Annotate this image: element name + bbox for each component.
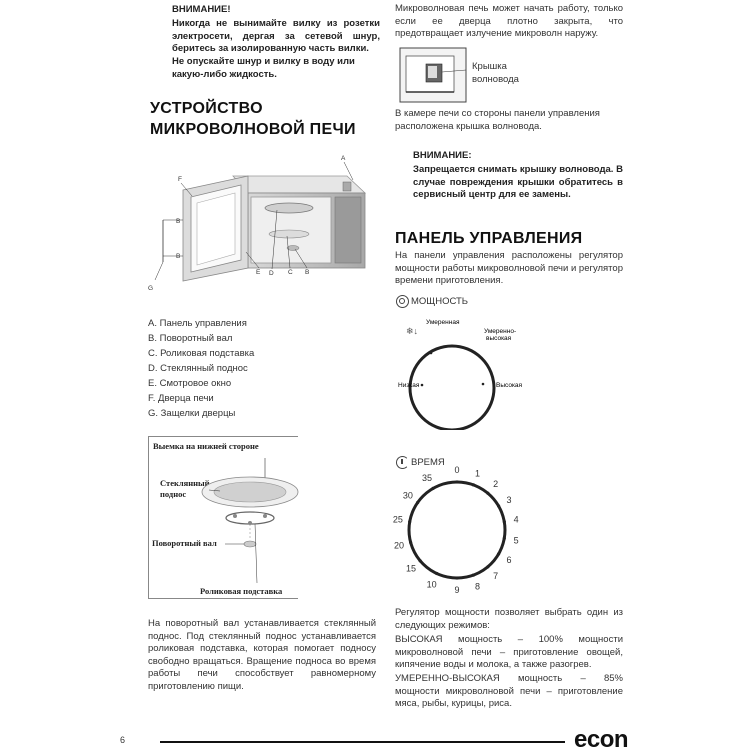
power-paragraph: Регулятор мощности позволяет выбрать один из следующих режимов: [395,607,623,631]
time-dial [390,460,530,595]
time-tick-dot [497,504,500,507]
section-title-device-1: УСТРОЙСТВО [150,100,263,117]
time-tick-label: 0 [454,465,460,475]
oven-label-d: D [269,270,274,277]
waveguide-warning-title: ВНИМАНИЕ: [413,150,472,161]
time-tick-dot [486,492,489,495]
shaft-label: Поворотный вал [152,538,217,548]
oven-diagram [145,150,385,300]
legend-item-b: B. Поворотный вал [148,333,233,344]
oven-label-b-door: B [176,218,181,225]
time-tick-label: 2 [493,479,499,489]
time-tick-label: 15 [405,563,417,574]
time-tick-dot [472,574,475,577]
time-tick-label: 6 [506,555,512,565]
oven-label-f: F [178,176,182,183]
time-tick-dot [497,552,500,555]
time-tick-dot [416,501,419,504]
warning-text-2: Не опускайте шнур и вилку в воду или какую-либо жидкость. [172,56,355,80]
time-tick-label: 8 [474,581,481,592]
time-tick-dot [419,559,422,562]
defrost-icon: ❄↓ [406,326,419,336]
time-tick-dot [503,537,506,540]
parts-legend [148,316,254,421]
waveguide-label-1: Крышка [472,61,507,72]
waveguide-warning-text: Запрещается снимать крышку волновода. В случае повреждения крышки обратитесь в сервисный центр для ее замены. [413,164,623,200]
power-low: Низкая [398,382,420,389]
time-tick-label: 4 [513,514,519,525]
waveguide-label-2: волновода [472,74,519,85]
time-tick-label: 10 [426,579,437,590]
panel-paragraph: На панели управления расположены регулятор мощности работы микроволновой печи и регулятор времени приготовления. [395,250,623,286]
roller-label: Роликовая подставка [200,586,283,596]
time-tick-dot [486,565,489,568]
legend-item-g: G. Защелки дверцы [148,408,236,419]
footer-rule [160,741,565,743]
oven-label-c: C [288,269,293,276]
high-mode-paragraph: ВЫСОКАЯ мощность – 100% мощности микроволновой печи – приготовление овощей, кипячение воды и молока, а также разогрев. [395,634,623,670]
power-medium: Умеренная [426,319,460,326]
time-tick-dot [408,520,411,523]
glass-tray-label-2: поднос [160,489,187,499]
legend-item-d: D. Стеклянный поднос [148,363,248,374]
power-high: Высокая [496,382,523,389]
time-tick-label: 5 [513,535,519,546]
section-title-panel: ПАНЕЛЬ УПРАВЛЕНИЯ [395,230,583,247]
power-label-row [396,295,468,308]
power-medium-high-2: высокая [486,335,512,342]
legend-item-c: C. Роликовая подставка [148,348,255,359]
time-tick-label: 7 [493,571,499,581]
oven-label-e: E [256,269,261,276]
oven-label-a: A [341,155,346,162]
time-tick-label: 1 [474,468,481,479]
tray-diagram [195,450,315,590]
power-label: МОЩНОСТЬ [411,296,469,307]
time-tick-dot [455,480,458,483]
time-tick-dot [409,541,412,544]
oven-label-b: B [305,269,310,276]
page-number: 6 [120,735,126,745]
power-icon [396,295,409,308]
power-dial [392,315,527,430]
waveguide-diagram [398,46,468,104]
time-tick-dot [431,487,434,490]
time-tick-dot [455,576,458,579]
legend-item-a: A. Панель управления [148,318,247,329]
warning-text-1: Никогда не вынимайте вилку из розетки электросети, дергая за сетевой шнур, беритесь за изолированную часть вилки. [172,18,380,54]
time-tick-dot [472,483,475,486]
glass-tray-label-1: Стеклянный [160,478,210,488]
time-tick-label: 30 [402,490,413,501]
intro-paragraph: Микроволновая печь может начать работу, только если ее дверца плотно закрыта, что предотвращает излучение микроволн наружу. [395,3,623,39]
medhigh-mode-paragraph: УМЕРЕННО-ВЫСОКАЯ мощность – 85% мощности микроволновой печи – приготовление мяса, рыбы, курицы, риса. [395,673,623,709]
tray-notch-label: Выемка на нижней стороне [153,441,259,451]
power-medium-high-1: Умеренно- [484,328,517,335]
oven-label-g: G [148,285,154,292]
time-tick-label: 35 [421,473,433,483]
time-tick-label: 9 [454,585,460,595]
time-tick-label: 20 [393,540,405,551]
time-tick-label: 25 [392,514,403,525]
oven-label-b-door-2: B [176,253,181,260]
time-tick-dot [435,572,438,575]
tray-paragraph: На поворотный вал устанавливается стеклянный поднос. Под стеклянный поднос устанавливается роликовая подставка, которая помогает подносу свободно вращаться. Вращение подноса во время работы печи способствует равномерному приготовлению пищи. [148,618,376,692]
legend-item-e: E. Смотровое окно [148,378,232,389]
time-label: ВРЕМЯ [411,457,445,468]
time-tick-label: 3 [506,495,512,505]
time-tick-dot [503,520,506,523]
legend-item-f: F. Дверца печи [148,393,214,404]
brand-logo: econ [574,726,629,753]
warning-title: ВНИМАНИЕ! [172,4,231,15]
waveguide-paragraph: В камере печи со стороны панели управления расположена крышка волновода. [395,108,600,132]
section-title-device-2: МИКРОВОЛНОВОЙ ПЕЧИ [150,121,356,138]
